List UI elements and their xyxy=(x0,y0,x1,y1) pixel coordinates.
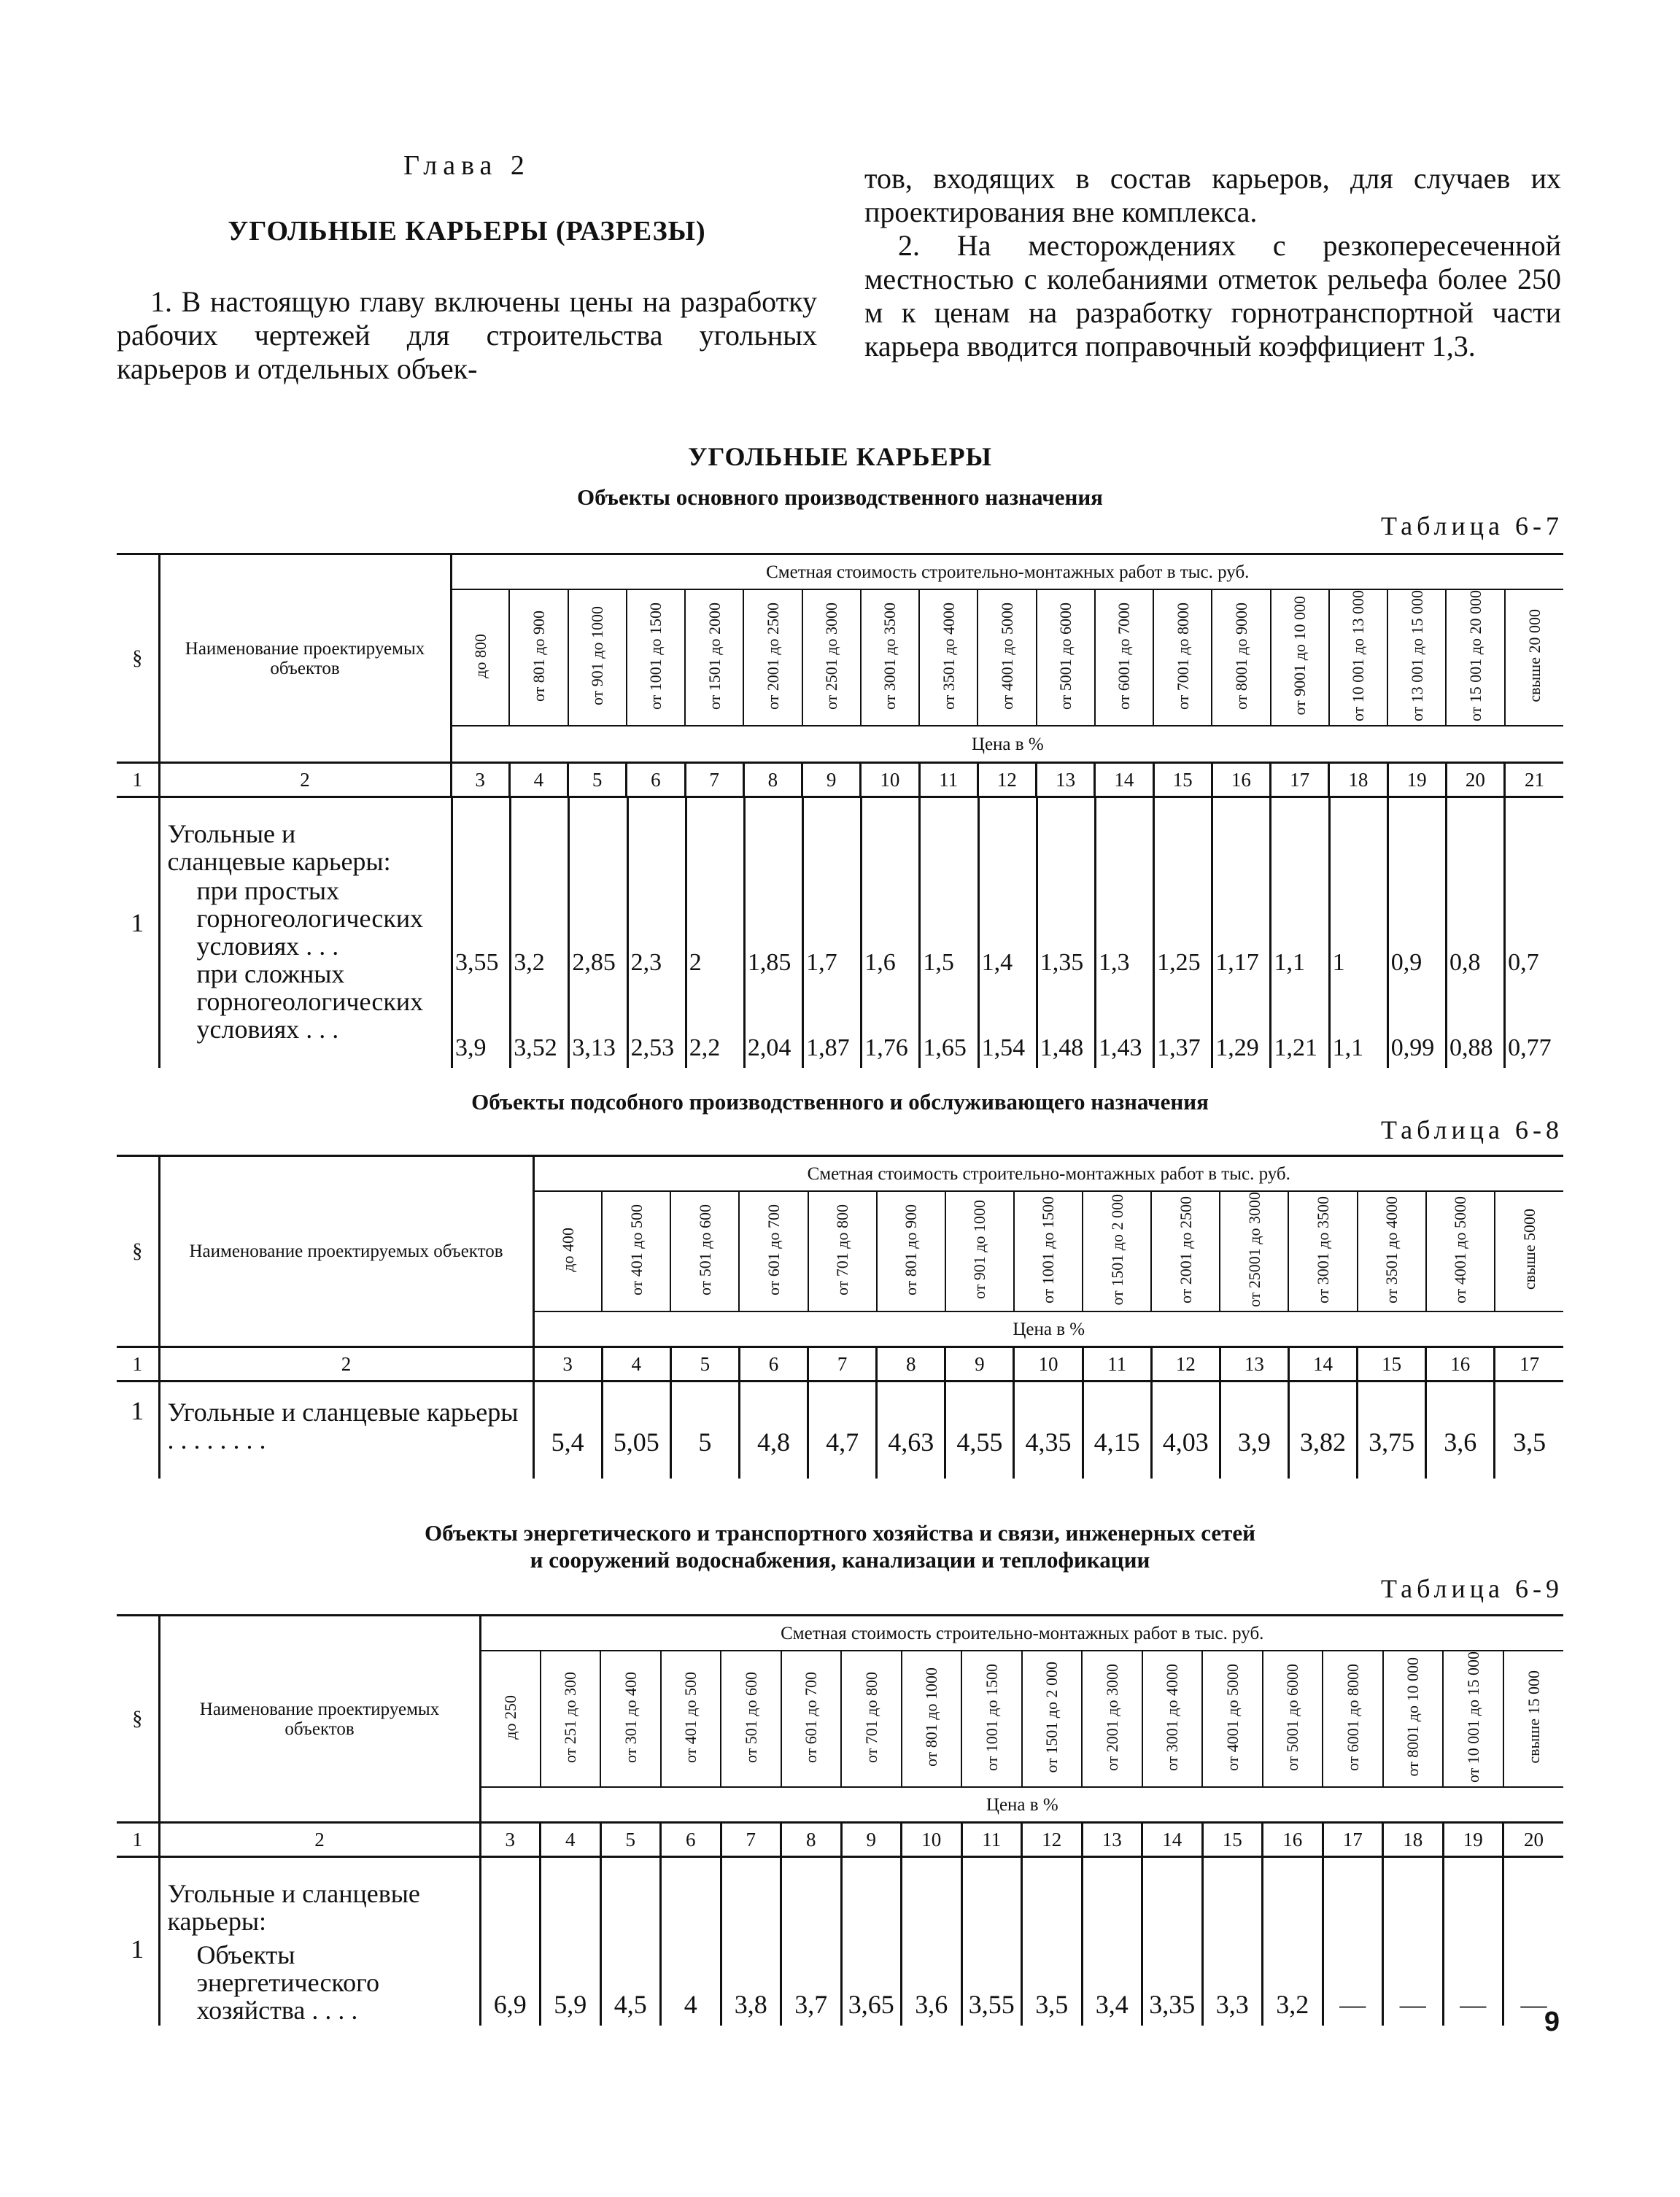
column-number-2: 2 xyxy=(159,1823,480,1857)
range-header-5 xyxy=(808,1191,877,1311)
range-header-14 xyxy=(1426,1191,1495,1311)
range-label: от 3001 до 3500 xyxy=(1313,1196,1332,1303)
value-cell: 4,55 xyxy=(945,1382,1014,1479)
table-6-9-section-title-1: Объекты энергетического и транспортного хозяйства и связи, инженерных сетей xyxy=(425,1520,1255,1546)
value-cell: 0,77 xyxy=(1505,983,1563,1068)
value-cell: 3,9 xyxy=(452,983,511,1068)
range-header-8 xyxy=(1014,1191,1083,1311)
range-label: от 2001 до 2500 xyxy=(763,602,782,710)
value-cell: 2,3 xyxy=(627,798,686,983)
range-label: от 501 до 600 xyxy=(741,1671,760,1763)
column-number-18: 18 xyxy=(1329,763,1387,797)
column-number-12: 12 xyxy=(1151,1347,1220,1382)
table-row xyxy=(117,1857,1563,2026)
value-cell: 1,54 xyxy=(978,983,1037,1068)
range-label: от 8001 до 9000 xyxy=(1231,602,1250,710)
column-number-11: 11 xyxy=(919,763,978,797)
value-cell: — xyxy=(1323,1857,1383,2026)
column-number-16: 16 xyxy=(1426,1347,1495,1382)
range-header-5 xyxy=(721,1651,781,1787)
column-number-row xyxy=(117,1347,1563,1382)
column-number-1: 1 xyxy=(132,1828,142,1851)
value-cell: — xyxy=(1443,1857,1503,2026)
value-cell: 3,55 xyxy=(961,1857,1022,2026)
intro-right-column xyxy=(864,162,1561,363)
column-number-13: 13 xyxy=(1220,1347,1288,1382)
column-number-4: 4 xyxy=(509,763,568,797)
range-header-7 xyxy=(802,589,861,726)
column-number-19: 19 xyxy=(1387,763,1446,797)
range-header-12 xyxy=(1288,1191,1357,1311)
column-number-6: 6 xyxy=(739,1347,808,1382)
value-cell: 4,15 xyxy=(1083,1382,1151,1479)
value-cell: 3,5 xyxy=(1022,1857,1083,2026)
value-cell: 6,9 xyxy=(480,1857,541,2026)
value-cell: 3,35 xyxy=(1142,1857,1203,2026)
value-cell: 1,29 xyxy=(1212,983,1271,1068)
range-label: от 901 до 1000 xyxy=(588,606,607,706)
value-cell: 3,2 xyxy=(1263,1857,1323,2026)
value-cell: 3,2 xyxy=(511,798,569,983)
range-label: свыше 15 000 xyxy=(1524,1670,1543,1764)
value-cell: 0,88 xyxy=(1446,983,1504,1068)
column-number-7: 7 xyxy=(685,763,743,797)
range-label: от 501 до 600 xyxy=(695,1204,714,1295)
range-header-18 xyxy=(1503,1651,1564,1787)
table-6-7-section-title: Объекты основного производственного назначения xyxy=(577,484,1103,510)
range-label: от 301 до 400 xyxy=(621,1671,640,1763)
column-number-row xyxy=(117,1823,1563,1857)
row-name-1: Угольные и сланцевые карьеры . . . . . . . . xyxy=(159,1382,533,1479)
value-cell: 4,7 xyxy=(808,1382,877,1479)
value-cell: 4,03 xyxy=(1151,1382,1220,1479)
name-header: Наименование проектируемых объектов xyxy=(159,554,451,763)
range-label: от 9001 до 10 000 xyxy=(1290,596,1309,716)
range-label: от 701 до 800 xyxy=(862,1671,880,1763)
column-number-1: 1 xyxy=(132,768,142,791)
column-number-20: 20 xyxy=(1446,763,1504,797)
table-6-8 xyxy=(117,1155,1563,1479)
value-cell: 1,7 xyxy=(803,798,862,983)
range-label: от 251 до 300 xyxy=(561,1671,580,1763)
range-header-9 xyxy=(961,1651,1022,1787)
range-label: от 1501 до 2 000 xyxy=(1107,1193,1126,1306)
value-cell: 5,4 xyxy=(533,1382,602,1479)
column-number-9: 9 xyxy=(945,1347,1014,1382)
cost-header: Сметная стоимость строительно-монтажных работ в тыс. руб. xyxy=(533,1156,1563,1192)
value-cell: 3,52 xyxy=(511,983,569,1068)
values-grid xyxy=(451,798,1563,1068)
value-cell: 1,17 xyxy=(1212,798,1271,983)
range-header-4 xyxy=(739,1191,808,1311)
value-cell: 1,25 xyxy=(1154,798,1212,983)
range-label: от 801 до 900 xyxy=(529,610,548,702)
value-cell: 1,37 xyxy=(1154,983,1212,1068)
column-number-1: 1 xyxy=(132,1352,142,1375)
range-header-11 xyxy=(1037,589,1095,726)
value-cell: 1,3 xyxy=(1095,798,1153,983)
value-cell: 1,5 xyxy=(920,798,978,983)
value-cell: 2,85 xyxy=(569,798,627,983)
row-name-cell xyxy=(159,797,451,1069)
range-header-17 xyxy=(1387,589,1446,726)
section-sign-header: § xyxy=(132,1240,143,1263)
range-header-8 xyxy=(902,1651,962,1787)
range-label: от 2001 до 3000 xyxy=(1102,1663,1121,1771)
range-header-6 xyxy=(743,589,802,726)
range-label: до 400 xyxy=(558,1227,577,1272)
row-name-cell xyxy=(159,1857,480,2026)
value-cell: 1,1 xyxy=(1271,798,1329,983)
column-number-5: 5 xyxy=(568,763,627,797)
row-section-1: 1 xyxy=(131,908,144,938)
range-label: от 1001 до 1500 xyxy=(1039,1196,1058,1303)
column-number-17: 17 xyxy=(1323,1823,1383,1857)
range-label: от 6001 до 8000 xyxy=(1343,1663,1362,1771)
range-label: от 601 до 700 xyxy=(802,1671,821,1763)
value-cell: 1,21 xyxy=(1271,983,1329,1068)
range-header-10 xyxy=(978,589,1036,726)
chapter-label: Глава 2 xyxy=(403,150,530,181)
column-number-4: 4 xyxy=(541,1823,601,1857)
range-header-14 xyxy=(1263,1651,1323,1787)
range-header-6 xyxy=(781,1651,842,1787)
column-number-18: 18 xyxy=(1383,1823,1444,1857)
range-header-15 xyxy=(1271,589,1329,726)
value-cell: 1,4 xyxy=(978,798,1037,983)
value-cell: 3,13 xyxy=(569,983,627,1068)
value-cell: 2,53 xyxy=(627,983,686,1068)
name-header: Наименование проектируемых объектов xyxy=(159,1616,480,1823)
value-cell: 3,7 xyxy=(781,1857,842,2026)
range-label: от 3001 до 3500 xyxy=(880,602,899,710)
range-header-7 xyxy=(841,1651,902,1787)
range-header-4 xyxy=(661,1651,721,1787)
column-number-15: 15 xyxy=(1202,1823,1263,1857)
column-number-17: 17 xyxy=(1495,1347,1563,1382)
range-header-17 xyxy=(1443,1651,1503,1787)
column-number-19: 19 xyxy=(1443,1823,1503,1857)
range-header-1 xyxy=(480,1651,541,1787)
range-header-3 xyxy=(670,1191,739,1311)
range-header-2 xyxy=(541,1651,601,1787)
value-cell: 1,35 xyxy=(1037,798,1095,983)
column-number-8: 8 xyxy=(743,763,802,797)
range-header-16 xyxy=(1383,1651,1444,1787)
column-number-11: 11 xyxy=(1083,1347,1151,1382)
range-label: от 4001 до 5000 xyxy=(1223,1663,1242,1771)
range-label: от 13 001 до 15 000 xyxy=(1407,590,1426,722)
value-cell: 5,05 xyxy=(602,1382,670,1479)
range-label: свыше 20 000 xyxy=(1525,609,1544,702)
value-cell: 1,76 xyxy=(862,983,920,1068)
range-header-11 xyxy=(1220,1191,1288,1311)
value-cell: 3,9 xyxy=(1220,1382,1288,1479)
column-number-14: 14 xyxy=(1095,763,1153,797)
table-6-7-label: Таблица 6-7 xyxy=(1381,511,1563,540)
column-number-8: 8 xyxy=(877,1347,945,1382)
column-number-5: 5 xyxy=(600,1823,661,1857)
range-label: от 10 001 до 13 000 xyxy=(1349,590,1368,722)
range-label: от 25001 до 3000 xyxy=(1244,1192,1263,1308)
column-number-12: 12 xyxy=(1022,1823,1083,1857)
table-6-9 xyxy=(117,1614,1563,2026)
range-header-12 xyxy=(1142,1651,1203,1787)
section-sign-header: § xyxy=(132,1708,143,1731)
value-cell: 1,6 xyxy=(862,798,920,983)
value-cell: 3,55 xyxy=(452,798,511,983)
range-header-13 xyxy=(1358,1191,1426,1311)
range-label: от 1501 до 2000 xyxy=(705,602,724,710)
table-6-9-section-title-2: и сооружений водоснабжения, канализации и теплофикации xyxy=(530,1547,1150,1573)
value-cell: 5,9 xyxy=(541,1857,601,2026)
range-header-10 xyxy=(1022,1651,1083,1787)
range-header-15 xyxy=(1323,1651,1383,1787)
range-header-2 xyxy=(602,1191,670,1311)
column-number-row xyxy=(117,763,1563,797)
range-header-3 xyxy=(600,1651,661,1787)
paragraph-1: 1. В настоящую главу включены цены на разработку рабочих чертежей для строительства угольных карьеров и отдельных объек- xyxy=(117,285,817,385)
cost-header: Сметная стоимость строительно-монтажных работ в тыс. руб. xyxy=(480,1616,1563,1651)
value-cell: 0,7 xyxy=(1505,798,1563,983)
value-cell: 3,6 xyxy=(902,1857,962,2026)
range-header-6 xyxy=(877,1191,945,1311)
table-6-8-label: Таблица 6-8 xyxy=(1381,1115,1563,1144)
column-number-16: 16 xyxy=(1212,763,1270,797)
range-label: от 701 до 800 xyxy=(833,1204,852,1295)
column-number-8: 8 xyxy=(781,1823,842,1857)
value-cell: 4,35 xyxy=(1014,1382,1083,1479)
range-label: от 2001 до 2500 xyxy=(1176,1196,1195,1303)
range-header-9 xyxy=(1083,1191,1151,1311)
row-section-1: 1 xyxy=(131,1396,144,1426)
column-number-20: 20 xyxy=(1503,1823,1564,1857)
value-cell: — xyxy=(1383,1857,1444,2026)
value-cell: 3,3 xyxy=(1202,1857,1263,2026)
value-cell: 1 xyxy=(1329,798,1387,983)
group-label: Угольные и сланцевые карьеры: xyxy=(167,1879,420,1937)
range-header-2 xyxy=(509,589,568,726)
range-header-11 xyxy=(1082,1651,1142,1787)
table-6-9-label: Таблица 6-9 xyxy=(1381,1574,1563,1603)
table-6-8-section-title: Объекты подсобного производственного и обслуживающего назначения xyxy=(471,1089,1209,1115)
column-number-21: 21 xyxy=(1505,763,1563,797)
column-number-11: 11 xyxy=(961,1823,1022,1857)
name-header: Наименование проектируемых объектов xyxy=(159,1156,533,1347)
table-row xyxy=(117,797,1563,1069)
main-title: УГОЛЬНЫЕ КАРЬЕРЫ xyxy=(688,442,992,471)
range-label: до 800 xyxy=(471,633,489,678)
values-subtable xyxy=(451,798,1563,1068)
value-cell: 0,8 xyxy=(1446,798,1504,983)
range-header-9 xyxy=(919,589,978,726)
range-header-13 xyxy=(1202,1651,1263,1787)
range-header-13 xyxy=(1153,589,1212,726)
page-number: 9 xyxy=(1544,2007,1560,2037)
value-cell: 1,48 xyxy=(1037,983,1095,1068)
range-label: от 801 до 1000 xyxy=(922,1667,941,1767)
range-label: до 250 xyxy=(501,1694,519,1740)
range-label: от 801 до 900 xyxy=(902,1204,921,1295)
value-cell: 1,43 xyxy=(1095,983,1153,1068)
range-label: свыше 5000 xyxy=(1520,1209,1538,1290)
group-label: Угольные и сланцевые карьеры: xyxy=(167,819,391,877)
value-cell: 0,9 xyxy=(1387,798,1446,983)
row-name-1: Объекты энергетического хозяйства . . . . xyxy=(196,1940,379,2026)
cost-header: Сметная стоимость строительно-монтажных работ в тыс. руб. xyxy=(451,554,1563,590)
paragraph-1-continued: тов, входящих в состав карьеров, для случаев их проектирования вне комплекса. xyxy=(864,162,1561,228)
column-number-3: 3 xyxy=(480,1823,541,1857)
range-header-14 xyxy=(1212,589,1270,726)
column-number-17: 17 xyxy=(1271,763,1329,797)
value-cell: — xyxy=(1503,1857,1564,2026)
range-label: от 4001 до 5000 xyxy=(997,602,1016,710)
column-number-16: 16 xyxy=(1263,1823,1323,1857)
value-cell: 2,04 xyxy=(744,983,802,1068)
column-number-10: 10 xyxy=(861,763,919,797)
row-name-2: при сложных горногеологических условиях . . . xyxy=(196,959,424,1045)
chapter-title: УГОЛЬНЫЕ КАРЬЕРЫ (РАЗРЕЗЫ) xyxy=(228,216,706,247)
values-block xyxy=(451,797,1563,1069)
column-number-12: 12 xyxy=(978,763,1036,797)
column-number-5: 5 xyxy=(670,1347,739,1382)
range-label: от 2501 до 3000 xyxy=(822,602,841,710)
range-header-8 xyxy=(861,589,919,726)
section-sign-header: § xyxy=(132,647,143,670)
value-cell: 2 xyxy=(686,798,744,983)
range-header-12 xyxy=(1095,589,1153,726)
paragraph-2: 2. На месторождениях с резкопересеченной местностью с колебаниями отметок рельефа более 250 м к ценам на разработку горнотранспортной части карьера вводится поправочный коэффициент 1,3. xyxy=(864,229,1561,363)
range-label: от 15 001 до 20 000 xyxy=(1466,590,1484,722)
intro-left-column xyxy=(117,150,817,386)
range-header-18 xyxy=(1446,589,1504,726)
column-number-15: 15 xyxy=(1358,1347,1426,1382)
price-header: Цена в % xyxy=(451,726,1563,763)
value-cell: 3,8 xyxy=(721,1857,781,2026)
value-cell: 1,85 xyxy=(744,798,802,983)
value-cell: 3,6 xyxy=(1426,1382,1495,1479)
column-number-9: 9 xyxy=(841,1823,902,1857)
value-cell: 2,2 xyxy=(686,983,744,1068)
column-number-6: 6 xyxy=(627,763,685,797)
column-number-6: 6 xyxy=(661,1823,721,1857)
range-label: от 4001 до 5000 xyxy=(1451,1196,1470,1303)
column-number-10: 10 xyxy=(1014,1347,1083,1382)
column-number-14: 14 xyxy=(1142,1823,1203,1857)
price-header: Цена в % xyxy=(533,1311,1563,1347)
value-cell: 4,63 xyxy=(877,1382,945,1479)
column-number-3: 3 xyxy=(533,1347,602,1382)
value-cell: 0,99 xyxy=(1387,983,1446,1068)
value-cell: 3,65 xyxy=(841,1857,902,2026)
range-header-1 xyxy=(451,589,509,726)
range-label: от 3501 до 4000 xyxy=(939,602,958,710)
range-label: от 3501 до 4000 xyxy=(1382,1196,1401,1303)
range-header-1 xyxy=(533,1191,602,1311)
range-label: от 1001 до 1500 xyxy=(982,1663,1001,1771)
range-header-19 xyxy=(1505,589,1563,726)
range-header-4 xyxy=(627,589,685,726)
range-header-3 xyxy=(568,589,627,726)
range-label: от 8001 до 10 000 xyxy=(1404,1657,1422,1777)
value-cell: 4 xyxy=(661,1857,721,2026)
value-cell: 1,65 xyxy=(920,983,978,1068)
value-cell: 1,87 xyxy=(803,983,862,1068)
value-cell: 3,4 xyxy=(1082,1857,1142,2026)
range-header-7 xyxy=(945,1191,1014,1311)
range-label: от 401 до 500 xyxy=(627,1204,646,1295)
column-number-2: 2 xyxy=(159,1347,533,1382)
column-number-3: 3 xyxy=(451,763,509,797)
range-header-10 xyxy=(1151,1191,1220,1311)
range-label: от 10 001 до 15 000 xyxy=(1463,1651,1482,1783)
row-name-1: при простых горногеологических условиях . . . xyxy=(196,876,424,961)
column-number-7: 7 xyxy=(808,1347,877,1382)
row-section-1: 1 xyxy=(131,1934,144,1964)
range-label: от 1501 до 2 000 xyxy=(1042,1661,1061,1773)
range-label: от 901 до 1000 xyxy=(970,1200,989,1300)
values-row-2 xyxy=(452,983,1563,1068)
value-cell: 3,75 xyxy=(1358,1382,1426,1479)
values-row-1 xyxy=(452,798,1563,983)
range-label: от 1001 до 1500 xyxy=(646,602,665,710)
column-number-2: 2 xyxy=(159,763,451,797)
value-cell: 3,82 xyxy=(1288,1382,1357,1479)
column-number-10: 10 xyxy=(902,1823,962,1857)
range-label: от 5001 до 6000 xyxy=(1056,602,1075,710)
price-header: Цена в % xyxy=(480,1787,1563,1823)
column-number-13: 13 xyxy=(1082,1823,1142,1857)
column-number-4: 4 xyxy=(602,1347,670,1382)
range-label: от 3001 до 4000 xyxy=(1163,1663,1182,1771)
range-label: от 7001 до 8000 xyxy=(1173,602,1192,710)
column-number-13: 13 xyxy=(1037,763,1095,797)
value-cell: 4,5 xyxy=(600,1857,661,2026)
column-number-9: 9 xyxy=(802,763,861,797)
value-cell: 3,5 xyxy=(1495,1382,1563,1479)
column-number-14: 14 xyxy=(1288,1347,1357,1382)
table-row xyxy=(117,1382,1563,1479)
range-header-16 xyxy=(1329,589,1387,726)
range-label: от 401 до 500 xyxy=(681,1671,700,1763)
range-label: от 601 до 700 xyxy=(764,1204,783,1295)
range-label: от 6001 до 7000 xyxy=(1115,602,1134,710)
range-header-15 xyxy=(1495,1191,1563,1311)
range-header-5 xyxy=(685,589,743,726)
table-6-7 xyxy=(117,553,1563,1068)
range-label: от 5001 до 6000 xyxy=(1283,1663,1302,1771)
value-cell: 5 xyxy=(670,1382,739,1479)
value-cell: 1,1 xyxy=(1329,983,1387,1068)
value-cell: 4,8 xyxy=(739,1382,808,1479)
column-number-7: 7 xyxy=(721,1823,781,1857)
column-number-15: 15 xyxy=(1153,763,1212,797)
